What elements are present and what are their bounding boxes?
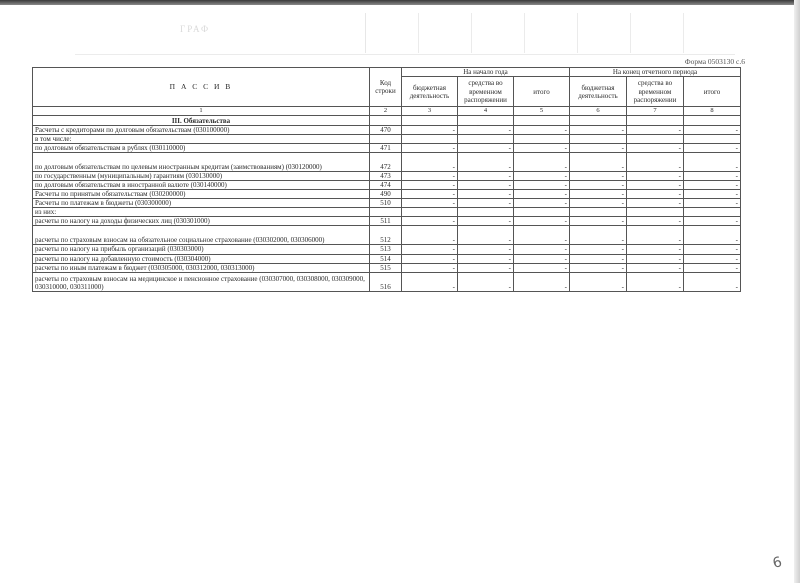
section-row bbox=[33, 116, 741, 126]
value-cell: - bbox=[402, 144, 458, 153]
value-cell: - bbox=[627, 254, 684, 263]
value-cell bbox=[684, 135, 741, 144]
value-cell: - bbox=[627, 199, 684, 208]
value-cell: - bbox=[627, 226, 684, 245]
value-cell bbox=[458, 135, 514, 144]
row-label: Расчеты по платежам в бюджеты (030300000) bbox=[33, 199, 370, 208]
row-label: расчеты по налогу на доходы физических лиц (030301000) bbox=[33, 217, 370, 226]
row-code: 474 bbox=[370, 181, 402, 190]
header-end-period: На конец отчетного периода bbox=[570, 68, 741, 77]
table-row bbox=[33, 181, 741, 190]
value-cell: - bbox=[627, 272, 684, 291]
header-start-period: На начало года bbox=[402, 68, 570, 77]
value-cell: - bbox=[570, 254, 627, 263]
table-row bbox=[33, 217, 741, 226]
value-cell: - bbox=[458, 226, 514, 245]
column-number: 5 bbox=[514, 107, 570, 116]
row-label: Расчеты с кредиторами по долговым обязательствам (030100000) bbox=[33, 126, 370, 135]
value-cell: - bbox=[684, 181, 741, 190]
table-row bbox=[33, 245, 741, 254]
value-cell: - bbox=[514, 153, 570, 172]
header-total-start: итого bbox=[514, 77, 570, 107]
value-cell: - bbox=[570, 217, 627, 226]
table-row bbox=[33, 172, 741, 181]
row-code: 513 bbox=[370, 245, 402, 254]
value-cell bbox=[684, 208, 741, 217]
row-code bbox=[370, 135, 402, 144]
row-code bbox=[370, 208, 402, 217]
row-code: 490 bbox=[370, 190, 402, 199]
table-row bbox=[33, 226, 741, 245]
header-total-end: итого bbox=[684, 77, 741, 107]
row-code: 512 bbox=[370, 226, 402, 245]
value-cell: - bbox=[514, 190, 570, 199]
row-code: 473 bbox=[370, 172, 402, 181]
table-row bbox=[33, 135, 741, 144]
header-temp-funds-end: средства во временном распоряжении bbox=[627, 77, 684, 107]
row-code: 471 bbox=[370, 144, 402, 153]
value-cell: - bbox=[458, 263, 514, 272]
row-label: по долговым обязательствам в рублях (030110000) bbox=[33, 144, 370, 153]
value-cell: - bbox=[458, 172, 514, 181]
row-code: 511 bbox=[370, 217, 402, 226]
value-cell: - bbox=[570, 144, 627, 153]
column-number: 2 bbox=[370, 107, 402, 116]
value-cell: - bbox=[458, 181, 514, 190]
value-cell: - bbox=[684, 126, 741, 135]
value-cell: - bbox=[684, 272, 741, 291]
value-cell bbox=[514, 208, 570, 217]
value-cell: - bbox=[402, 226, 458, 245]
row-label: по долговым обязательствам в иностранной валюте (030140000) bbox=[33, 181, 370, 190]
liabilities-table bbox=[32, 67, 741, 292]
value-cell: - bbox=[514, 254, 570, 263]
column-number: 3 bbox=[402, 107, 458, 116]
value-cell: - bbox=[402, 272, 458, 291]
row-label: в том числе: bbox=[33, 135, 370, 144]
table-row bbox=[33, 153, 741, 172]
header-budget-start: бюджетная деятельность bbox=[402, 77, 458, 107]
scan-right-edge bbox=[794, 0, 800, 583]
value-cell bbox=[570, 135, 627, 144]
value-cell: - bbox=[570, 272, 627, 291]
value-cell: - bbox=[570, 172, 627, 181]
value-cell: - bbox=[627, 263, 684, 272]
table-row bbox=[33, 199, 741, 208]
column-number-row bbox=[33, 107, 741, 116]
show-through-header bbox=[75, 10, 735, 56]
header-budget-end: бюджетная деятельность bbox=[570, 77, 627, 107]
row-label: из них: bbox=[33, 208, 370, 217]
value-cell: - bbox=[627, 172, 684, 181]
value-cell: - bbox=[514, 144, 570, 153]
row-label: расчеты по налогу на добавленную стоимость (030304000) bbox=[33, 254, 370, 263]
value-cell: - bbox=[514, 217, 570, 226]
value-cell: - bbox=[402, 254, 458, 263]
table-row bbox=[33, 272, 741, 291]
value-cell: - bbox=[570, 226, 627, 245]
value-cell: - bbox=[458, 190, 514, 199]
value-cell: - bbox=[402, 126, 458, 135]
table-row bbox=[33, 126, 741, 135]
value-cell: - bbox=[402, 172, 458, 181]
row-code: 470 bbox=[370, 126, 402, 135]
value-cell: - bbox=[570, 153, 627, 172]
section-title: III. Обязательства bbox=[33, 116, 370, 126]
table-row bbox=[33, 254, 741, 263]
value-cell: - bbox=[514, 245, 570, 254]
value-cell: - bbox=[514, 272, 570, 291]
value-cell: - bbox=[684, 263, 741, 272]
value-cell: - bbox=[570, 263, 627, 272]
value-cell: - bbox=[570, 126, 627, 135]
value-cell bbox=[514, 135, 570, 144]
value-cell: - bbox=[627, 153, 684, 172]
value-cell: - bbox=[627, 217, 684, 226]
header-temp-funds-start: средства во временном распоряжении bbox=[458, 77, 514, 107]
table-row bbox=[33, 208, 741, 217]
value-cell: - bbox=[684, 254, 741, 263]
row-code: 472 bbox=[370, 153, 402, 172]
value-cell: - bbox=[458, 199, 514, 208]
row-label: расчеты по налогу на прибыль организаций (030303000) bbox=[33, 245, 370, 254]
value-cell: - bbox=[627, 190, 684, 199]
column-number: 4 bbox=[458, 107, 514, 116]
value-cell bbox=[627, 135, 684, 144]
value-cell: - bbox=[458, 245, 514, 254]
scan-top-edge bbox=[0, 0, 800, 5]
form-number: Форма 0503130 с.6 bbox=[684, 57, 745, 66]
value-cell: - bbox=[514, 263, 570, 272]
value-cell bbox=[627, 208, 684, 217]
value-cell: - bbox=[402, 153, 458, 172]
show-through-grid bbox=[365, 13, 736, 53]
value-cell: - bbox=[402, 181, 458, 190]
value-cell: - bbox=[402, 263, 458, 272]
value-cell: - bbox=[684, 199, 741, 208]
value-cell: - bbox=[402, 199, 458, 208]
table-row bbox=[33, 190, 741, 199]
value-cell: - bbox=[458, 126, 514, 135]
value-cell: - bbox=[627, 181, 684, 190]
column-number: 1 bbox=[33, 107, 370, 116]
value-cell: - bbox=[458, 144, 514, 153]
table-row bbox=[33, 263, 741, 272]
row-label: по государственным (муниципальным) гарантиям (030130000) bbox=[33, 172, 370, 181]
value-cell: - bbox=[514, 226, 570, 245]
value-cell: - bbox=[627, 126, 684, 135]
value-cell bbox=[402, 135, 458, 144]
value-cell: - bbox=[570, 190, 627, 199]
value-cell bbox=[402, 208, 458, 217]
value-cell: - bbox=[570, 181, 627, 190]
header-passiv: П А С С И В bbox=[33, 68, 370, 107]
row-label: расчеты по страховым взносам на медицинское и пенсионное страхование (030307000, 030308000, 030309000, 030310000, 030311000) bbox=[33, 272, 370, 291]
row-code: 516 bbox=[370, 272, 402, 291]
row-label: по долговым обязательствам по целевым иностранным кредитам (заимствованиям) (030120000) bbox=[33, 153, 370, 172]
value-cell: - bbox=[402, 190, 458, 199]
value-cell: - bbox=[458, 217, 514, 226]
value-cell: - bbox=[627, 245, 684, 254]
value-cell: - bbox=[514, 181, 570, 190]
value-cell: - bbox=[458, 153, 514, 172]
value-cell: - bbox=[402, 245, 458, 254]
value-cell: - bbox=[570, 199, 627, 208]
column-number: 8 bbox=[684, 107, 741, 116]
value-cell: - bbox=[458, 254, 514, 263]
value-cell: - bbox=[684, 217, 741, 226]
header-code: Код строки bbox=[370, 68, 402, 107]
value-cell: - bbox=[402, 217, 458, 226]
value-cell: - bbox=[684, 144, 741, 153]
value-cell: - bbox=[684, 172, 741, 181]
show-through-title: ГРАФ bbox=[180, 24, 211, 34]
value-cell: - bbox=[684, 226, 741, 245]
value-cell: - bbox=[514, 199, 570, 208]
show-through-rule bbox=[75, 54, 735, 55]
row-code: 510 bbox=[370, 199, 402, 208]
row-label: расчеты по страховым взносам на обязательное социальное страхование (030302000, 030306000) bbox=[33, 226, 370, 245]
column-number: 6 bbox=[570, 107, 627, 116]
value-cell: - bbox=[684, 245, 741, 254]
row-code: 515 bbox=[370, 263, 402, 272]
row-code: 514 bbox=[370, 254, 402, 263]
row-label: расчеты по иным платежам в бюджет (030305000, 030312000, 030313000) bbox=[33, 263, 370, 272]
value-cell: - bbox=[627, 144, 684, 153]
value-cell bbox=[458, 208, 514, 217]
value-cell: - bbox=[684, 153, 741, 172]
value-cell bbox=[570, 208, 627, 217]
table-row bbox=[33, 144, 741, 153]
value-cell: - bbox=[570, 245, 627, 254]
row-label: Расчеты по принятым обязательствам (030200000) bbox=[33, 190, 370, 199]
value-cell: - bbox=[684, 190, 741, 199]
value-cell: - bbox=[458, 272, 514, 291]
column-number: 7 bbox=[627, 107, 684, 116]
value-cell: - bbox=[514, 126, 570, 135]
handwritten-page-number: 6 bbox=[771, 554, 784, 572]
value-cell: - bbox=[514, 172, 570, 181]
